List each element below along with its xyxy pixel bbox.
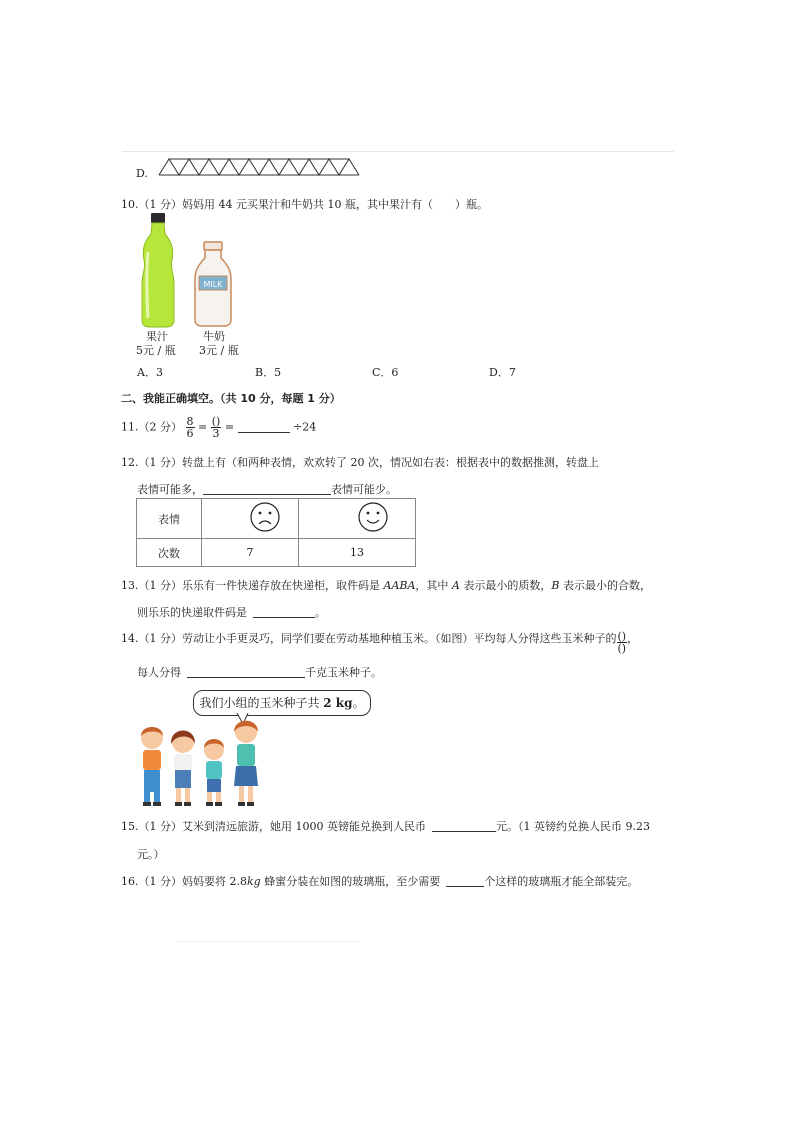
q14-number: 14.	[121, 632, 139, 645]
q13-score: （1 分）	[138, 579, 182, 592]
top-divider	[122, 151, 674, 152]
q14-fraction: $\frac{()}{()}$	[617, 630, 627, 655]
bubble-text-b: 2 kg	[323, 696, 353, 710]
milk-bottle-image	[193, 240, 233, 328]
q14-text-2a: 每人分得	[137, 666, 181, 679]
q9-option-d-label: D.	[136, 167, 148, 180]
sad-count: 7	[202, 539, 299, 567]
q16-score: （1 分）	[138, 875, 182, 888]
q15-score: （1 分）	[138, 820, 182, 833]
milk-bottle-text: MILK	[203, 280, 223, 289]
q13-line1	[121, 577, 651, 593]
q13-text-1c: 表示最小的质数，	[459, 579, 552, 592]
bubble-text-c: 。	[352, 696, 365, 710]
q15-number: 15.	[121, 820, 139, 833]
milk-label: 牛奶	[203, 330, 225, 343]
q11-score: （2 分）	[138, 420, 182, 434]
q14-text-2b: 千克玉米种子。	[305, 666, 382, 679]
q11-answer-blank[interactable]	[238, 421, 290, 433]
q16-line1	[121, 873, 638, 889]
bubble-text-a: 我们小组的玉米种子共	[199, 696, 324, 710]
triangle-pattern-figure	[157, 157, 361, 177]
q10-option-b: B．5	[255, 366, 282, 379]
q10-score: （1 分）	[138, 198, 182, 211]
q13-text-1d: 表示最小的合数，	[559, 579, 651, 592]
q13-text-1a: 乐乐有一件快递存放在快递柜，取件码是	[182, 579, 384, 592]
q12-header-count: 次数	[137, 539, 202, 567]
q11-fraction-1: $\frac{8}{6}$	[186, 415, 194, 440]
q16-text-1c: 个这样的玻璃瓶才能全部装完。	[484, 875, 639, 888]
happy-count: 13	[299, 539, 416, 567]
q14-answer-blank[interactable]	[187, 666, 305, 678]
juice-label: 果汁	[146, 330, 168, 343]
q16-unit: kg	[247, 875, 261, 888]
juice-bottle-image	[138, 212, 178, 328]
q12-text-2b: 表情可能少。	[331, 483, 397, 496]
q14-line1	[121, 630, 638, 654]
q13-text-1b: ，其中	[415, 579, 452, 592]
q14-speech-bubble	[193, 690, 371, 716]
q15-text-2: 元。）	[137, 848, 165, 861]
q12-table	[136, 498, 416, 567]
happy-face-icon	[357, 501, 389, 533]
happy-face-cell	[299, 499, 416, 539]
q10-number: 10.	[121, 198, 139, 211]
q16-text-1a: 妈妈要将 2.8	[182, 875, 247, 888]
q13-code: AABA	[383, 579, 416, 592]
section2-title: 二、我能正确填空。（共 10 分，每题 1 分）	[121, 392, 341, 405]
q11-question	[121, 416, 316, 439]
q11-number: 11.	[121, 420, 139, 434]
q15-text-1a: 艾米到清远旅游，她用 1000 英镑能兑换到人民币	[182, 820, 426, 833]
q11-tail: ÷24	[293, 420, 317, 434]
bottom-divider	[176, 941, 360, 942]
sad-face-cell	[202, 499, 299, 539]
q10-option-c: C．6	[372, 366, 399, 379]
q15-text-1b: 元。（1 英镑约兑换人民币 9.23	[496, 820, 650, 833]
q11-fraction-2: $\frac{()}{3}$	[211, 415, 221, 440]
juice-price: 5元 / 瓶	[136, 344, 176, 357]
q12-header-face: 表情	[137, 499, 202, 539]
milk-price: 3元 / 瓶	[199, 344, 239, 357]
children-group-image	[134, 714, 270, 808]
q10-text: 妈妈用 44 元买果汁和牛奶共 10 瓶，其中果汁有（ ）瓶。	[182, 198, 488, 211]
sad-face-icon	[249, 501, 281, 533]
q12-answer-blank[interactable]	[203, 483, 331, 495]
q13-text-2a: 则乐乐的快递取件码是	[137, 606, 247, 619]
q12-score: （1 分）	[138, 456, 182, 469]
q11-equals-1: =	[198, 420, 208, 434]
q12-line1	[121, 454, 599, 470]
q16-answer-blank[interactable]	[446, 875, 484, 887]
q14-frac-tail: ，	[627, 632, 639, 645]
q12-text-2a: 表情可能多，	[137, 483, 203, 496]
q15-answer-blank[interactable]	[432, 820, 496, 832]
q14-line2	[137, 664, 382, 680]
q13-var-b: B	[551, 579, 560, 592]
q13-text-2b: 。	[315, 606, 326, 619]
q10-option-a: A．3	[137, 366, 163, 379]
q16-text-1b: 蜂蜜分装在如图的玻璃瓶，至少需要	[260, 875, 441, 888]
q14-text-1: 劳动让小手更灵巧，同学们要在劳动基地种植玉米。（如图）平均每人分得这些玉米种子的	[182, 632, 617, 645]
q13-var-a: A	[451, 579, 460, 592]
q12-number: 12.	[121, 456, 139, 469]
q13-number: 13.	[121, 579, 139, 592]
q12-line2	[137, 481, 397, 497]
q15-line1	[121, 818, 650, 834]
q10-option-d: D．7	[489, 366, 516, 379]
q13-line2	[137, 604, 326, 620]
q11-equals-2: =	[224, 420, 235, 434]
q10-question	[121, 196, 488, 212]
q16-number: 16.	[121, 875, 139, 888]
q13-answer-blank[interactable]	[253, 606, 315, 618]
q12-text-1: 转盘上有（和两种表情，欢欢转了 20 次，情况如右表：根据表中的数据推测，转盘上	[182, 456, 599, 469]
q14-score: （1 分）	[138, 632, 182, 645]
